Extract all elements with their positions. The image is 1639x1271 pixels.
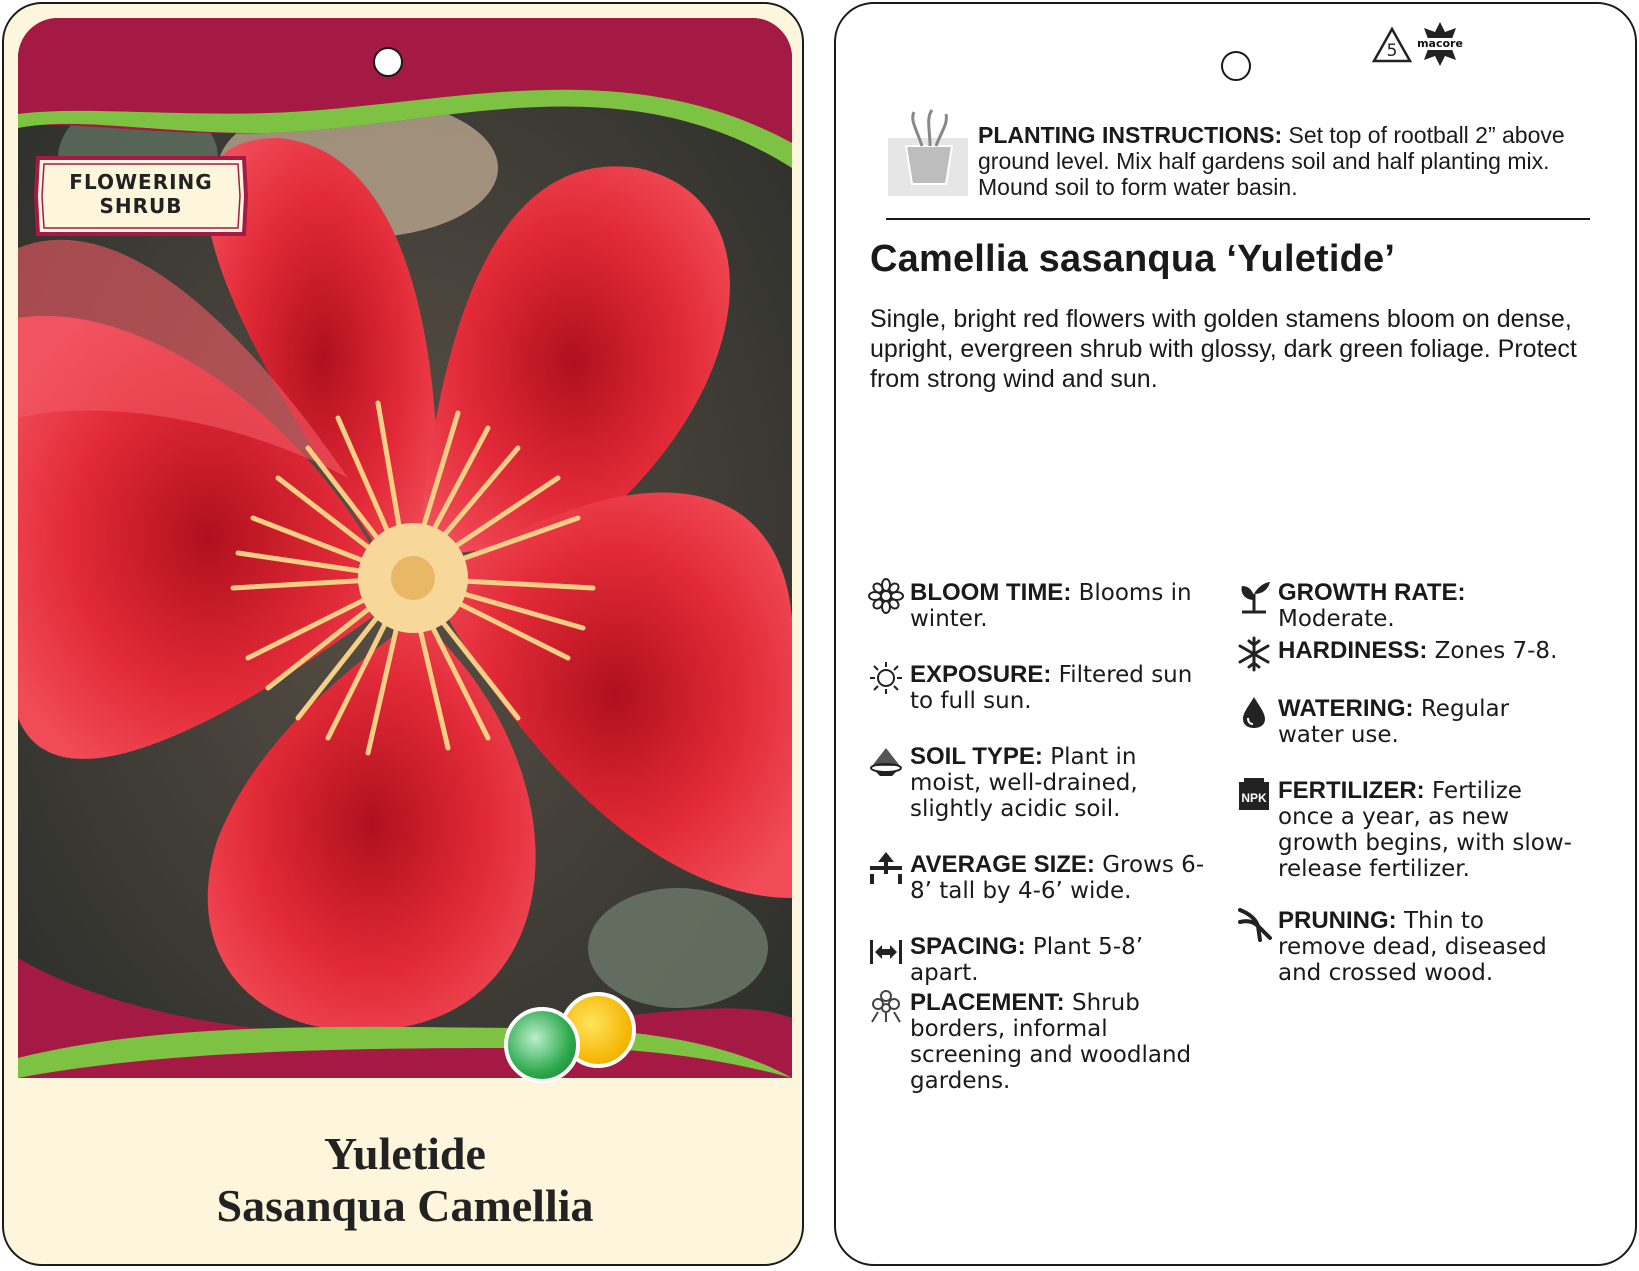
attribute-watering [1278,696,1578,748]
recycle-number: 5 [1386,41,1398,61]
divider [886,218,1590,220]
attribute-text: Fertilize once a year, as new growth begins, with slow-release fertilizer. [1278,778,1572,882]
attribute-text: Blooms in winter. [910,580,1192,632]
placement-icon [868,988,904,1024]
attribute-label: FERTILIZER: [1278,777,1425,804]
pruners-icon [1236,906,1272,942]
evergreen-indicator-icon [504,1007,580,1083]
attribute-text: Shrub borders, informal screening and woodland gardens. [910,990,1192,1094]
attribute-spacing [910,934,1210,986]
attribute-text: Thin to remove dead, diseased and crossed wood. [1278,908,1547,986]
attribute-placement [910,990,1210,1094]
attribute-text: Grows 6-8’ tall by 4-6’ wide. [910,852,1205,904]
attribute-label: HARDINESS: [1278,637,1428,664]
common-name-line-1: Yuletide [324,1128,486,1179]
attribute-bloom-time [910,580,1210,632]
brand-badge-label: macore [1417,37,1463,50]
attribute-label: EXPOSURE: [910,661,1052,688]
sprout-icon [1236,578,1272,614]
attribute-hardiness [1278,638,1578,664]
common-name [4,1128,804,1232]
snowflake-icon [1236,636,1272,672]
attribute-exposure [910,662,1210,714]
hang-hole [1221,51,1251,81]
attribute-text: Zones 7-8. [1427,638,1558,664]
plant-tag-back [834,2,1637,1266]
plant-description: Single, bright red flowers with golden stamens bloom on dense, upright, evergreen shrub with glossy, dark green foliage. Protect from strong wind and sun. [870,305,1577,393]
attribute-fertilizer [1241,777,1578,882]
attribute-pruning [1278,908,1578,986]
attribute-label: PRUNING: [1278,907,1397,934]
sun-icon [868,660,904,696]
attribute-label: SOIL TYPE: [910,743,1043,770]
category-badge [32,154,250,238]
attribute-text: Moderate. [1278,606,1395,632]
attribute-label: GROWTH RATE: [1278,579,1466,606]
soil-icon [868,742,904,778]
attribute-label: AVERAGE SIZE: [910,851,1095,878]
attribute-text: Plant in moist, well-drained, slightly acidic soil. [910,744,1138,822]
category-line-2: SHRUB [99,194,183,218]
spacing-icon [868,932,904,968]
recycle-icon [1371,26,1413,66]
attribute-average-size [910,852,1210,904]
npk-icon [1236,776,1272,812]
size-icon [868,850,904,886]
attribute-text: Filtered sun to full sun. [910,662,1193,714]
planting-instructions-heading: PLANTING INSTRUCTIONS: [978,122,1283,148]
attribute-label: SPACING: [910,933,1026,960]
attribute-label: WATERING: [1278,695,1414,722]
attribute-soil-type [910,744,1210,822]
attribute-growth-rate [1278,580,1578,632]
hang-hole [373,47,403,77]
category-line-1: FLOWERING [69,170,213,194]
flower-icon [868,578,904,614]
attribute-label: BLOOM TIME: [910,579,1072,606]
planting-pot-icon [886,108,970,198]
attribute-label: PLACEMENT: [910,989,1065,1016]
planting-instructions [978,122,1578,200]
common-name-line-2: Sasanqua Camellia [216,1180,594,1231]
planting-instructions-text: Set top of rootball 2” above ground level. Mix half gardens soil and half planting mix. Mound soil to form water basin. [978,122,1565,200]
water-drop-icon [1236,694,1272,730]
botanical-name: Camellia sasanqua ‘Yuletide’ [870,238,1396,280]
plant-tag-front [2,2,804,1266]
attribute-text: Plant 5-8’ apart. [910,934,1144,986]
npk-label: NPK [1241,791,1267,805]
attribute-text: Regular water use. [1278,696,1510,748]
